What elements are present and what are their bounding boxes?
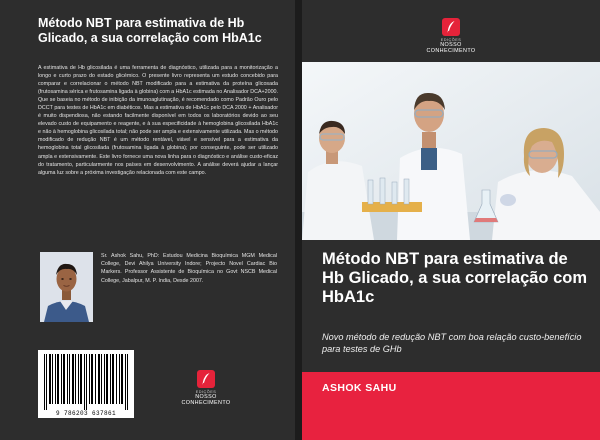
book-description: A estimativa de Hb glicosilada é uma ferramenta de diagnóstico, utilizada para a monitorização a longo e curto prazo do estado glicémico. O presente livro representa um estudo concebido para comparar e correlacionar o método NBT modificado para a estimativa da proteína glicosada (frutosamina sérica e frutosamina ligada à globina) com a HbA1c estimada no Analisador DCA+2000. Que se baseia no método de inibição da imunoaglutinação, é recomendado como Padrão Ouro pelo DCCT para testes de HbA1c em diabéticos. Mas a estimativa de HbA1c pelo DCA 2000 + Analisador é muito dispendiosa, não estando facilmente disponível em todos os laboratórios devido ao seu elevado custo de equipamento e reagente, e à sua especificidade à hemoglobina glicosilada HbA1c e não à hemoglobina glicosilada total; não pode ser ampla e extensivamente utilizada. Mas o método modificado de redução NBT é um método rentável, viável e sensível para a estimativa da hemoglobina total glicosilada (frutosamina ligada à globina); por conseguinte, pode ser utilizado ampla e extensivamente. Este livro fornece uma nova linha para o diagnóstico e análise custo-eficaz do tratamento, particularmente nos países em desenvolvimento. A análise deverá ajudar a lançar alguma luz sobre a próxima investigação relacionada com este campo. — [38, 65, 278, 176]
publisher-logo-front — [423, 18, 479, 54]
publisher-name: NOSSO CONHECIMENTO — [181, 394, 231, 406]
isbn-number: 9 786203 637861 — [55, 410, 116, 417]
quill-logo-icon — [442, 18, 460, 36]
author-name: ASHOK SAHU — [322, 382, 397, 394]
front-cover — [302, 0, 600, 440]
isbn-barcode — [38, 350, 134, 418]
author-bio: Sr. Ashok Sahu, PhD: Estudou Medicina Bioquímica MGM Medical College, Devi Ahilya University Indore; Projecto Novel Cardiac Bio Markers. Professor Assistente de Bioquímica no Govt NSCB Medical College, Jabalpur, M. P. India, Desde 2007. — [101, 253, 277, 284]
spine — [295, 0, 302, 440]
author-photo — [40, 252, 93, 322]
publisher-label: EDIÇÕES — [440, 38, 462, 42]
quill-logo-icon — [197, 370, 215, 388]
book-subtitle: Novo método de redução NBT com boa relação custo-benefício para testes de GHb — [322, 332, 582, 354]
book-title: Método NBT para estimativa de Hb Glicado, a sua correlação com HbA1c — [322, 250, 588, 306]
back-cover-title: Método NBT para estimativa de Hb Glicado, a sua correlação com HbA1c — [38, 16, 262, 45]
cover-photo-lab-scientists — [302, 62, 600, 240]
author-band — [302, 372, 600, 440]
back-cover — [0, 0, 295, 440]
publisher-logo-back — [178, 370, 234, 406]
publisher-label: EDIÇÕES — [195, 390, 217, 394]
publisher-name: NOSSO CONHECIMENTO — [426, 42, 476, 54]
